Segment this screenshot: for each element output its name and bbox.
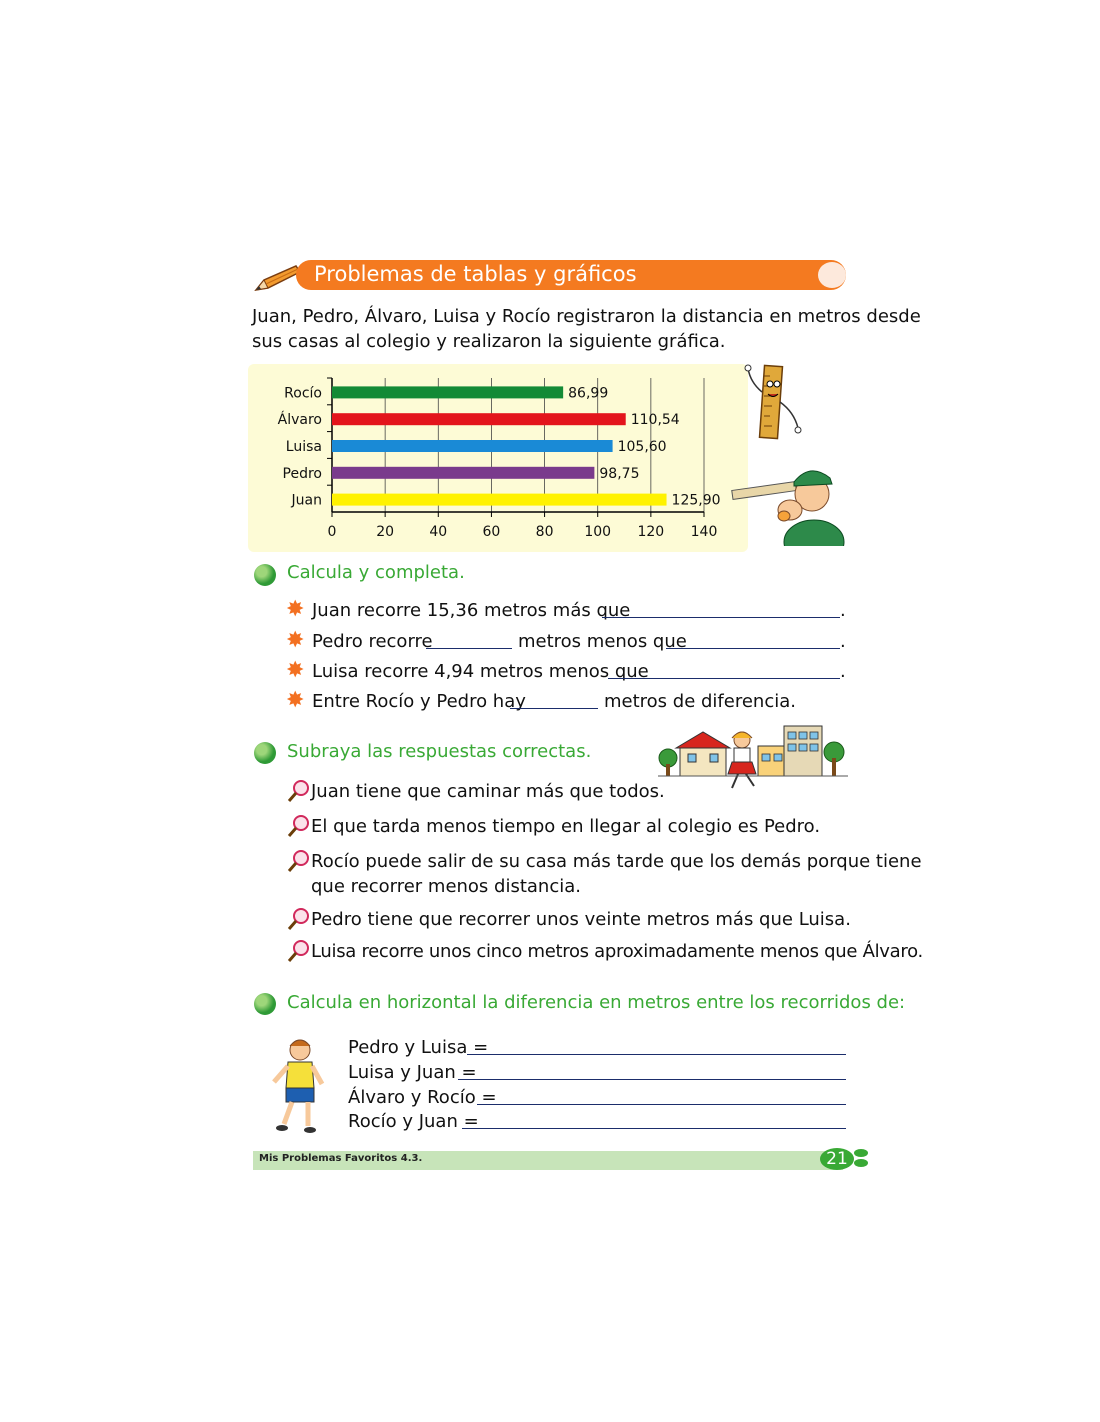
running-boy-illustration [268, 1036, 328, 1136]
section-bullet-icon [254, 564, 276, 586]
section-1-title: Calcula y completa. [287, 562, 465, 583]
s3-item-4-label: Rocío y Juan = [348, 1111, 479, 1132]
pencil-icon [252, 262, 302, 294]
s1-item-3-end: . [840, 661, 846, 682]
s2-item-3-line-1[interactable]: Rocío puede salir de su casa más tarde que los demás porque tiene [311, 851, 922, 872]
paw-decoration-icon [852, 1147, 870, 1169]
s1-item-4-blank[interactable] [510, 692, 598, 709]
x-tick-label: 140 [690, 524, 718, 540]
x-tick-label: 100 [584, 524, 612, 540]
x-tick-label: 0 [327, 524, 337, 540]
s3-item-2-label: Luisa y Juan = [348, 1062, 477, 1083]
s3-item-2-answer-line[interactable] [458, 1063, 846, 1080]
s3-item-4-answer-line[interactable] [462, 1112, 846, 1129]
s1-item-2-blank-1[interactable] [426, 632, 512, 649]
page-number: 21 [820, 1148, 854, 1170]
s3-item-1-answer-line[interactable] [467, 1038, 846, 1055]
x-tick-label: 80 [535, 524, 554, 540]
magnifier-icon [286, 906, 312, 932]
intro-line-1: Juan, Pedro, Álvaro, Luisa y Rocío registraron la distancia en metros desde [252, 306, 921, 327]
bar [332, 494, 667, 506]
x-tick-label: 40 [429, 524, 448, 540]
y-category-label: Luisa [285, 439, 322, 455]
page-title: Problemas de tablas y gráficos [314, 262, 637, 286]
y-category-label: Rocío [284, 385, 322, 402]
s1-item-3-text: Luisa recorre 4,94 metros menos que [312, 661, 649, 682]
town-girl-illustration [658, 722, 848, 792]
s3-item-3-answer-line[interactable] [477, 1088, 846, 1105]
splat-icon: ✸ [286, 628, 305, 653]
footer-text: Mis Problemas Favoritos 4.3. [259, 1153, 423, 1164]
y-category-label: Juan [291, 492, 322, 509]
s1-item-4-middle: metros de diferencia. [604, 691, 796, 712]
bar [332, 467, 594, 479]
section-2-title: Subraya las respuestas correctas. [287, 741, 592, 762]
splat-icon: ✸ [286, 658, 305, 683]
splat-icon: ✸ [286, 688, 305, 713]
s1-item-4-text: Entre Rocío y Pedro hay [312, 691, 526, 712]
boy-telescope-illustration [728, 460, 846, 546]
s1-item-1-text: Juan recorre 15,36 metros más que [312, 600, 631, 621]
section-bullet-icon [254, 742, 276, 764]
section-bullet-icon [254, 993, 276, 1015]
bar-value-label: 105,60 [617, 439, 667, 455]
distance-bar-chart [248, 364, 748, 552]
bar-value-label: 110,54 [630, 412, 680, 429]
s2-item-3-line-2[interactable]: que recorrer menos distancia. [311, 876, 581, 897]
s1-item-3-answer-line[interactable] [608, 662, 840, 679]
intro-line-2: sus casas al colegio y realizaron la siguiente gráfica. [252, 331, 726, 352]
bar [332, 386, 563, 398]
y-category-label: Álvaro [277, 412, 322, 429]
s2-item-5[interactable]: Luisa recorre unos cinco metros aproximadamente menos que Álvaro. [311, 941, 923, 962]
magnifier-icon [286, 778, 312, 804]
s1-item-1-answer-line[interactable] [602, 601, 840, 618]
section-3-title: Calcula en horizontal la diferencia en metros entre los recorridos de: [287, 992, 906, 1013]
s3-item-1-label: Pedro y Luisa = [348, 1037, 489, 1058]
magnifier-icon [286, 848, 312, 874]
bar [332, 413, 626, 425]
ruler-character-illustration [742, 362, 804, 442]
magnifier-icon [286, 813, 312, 839]
splat-icon: ✸ [286, 597, 305, 622]
s3-item-3-label: Álvaro y Rocío = [348, 1087, 497, 1108]
x-tick-label: 120 [637, 524, 665, 540]
s2-item-1[interactable]: Juan tiene que caminar más que todos. [311, 781, 665, 802]
s2-item-2[interactable]: El que tarda menos tiempo en llegar al colegio es Pedro. [311, 816, 821, 837]
x-tick-label: 60 [482, 524, 501, 540]
x-tick-label: 20 [376, 524, 395, 540]
y-category-label: Pedro [282, 465, 322, 482]
s2-item-4[interactable]: Pedro tiene que recorrer unos veinte metros más que Luisa. [311, 909, 851, 930]
s1-item-2-middle: metros menos que [518, 631, 687, 652]
s1-item-2-text: Pedro recorre [312, 631, 433, 652]
banner-circle-decoration [818, 262, 846, 288]
bar-value-label: 86,99 [568, 385, 609, 402]
magnifier-icon [286, 938, 312, 964]
bar-value-label: 125,90 [671, 492, 721, 509]
s1-item-2-blank-2[interactable] [666, 632, 840, 649]
s1-item-2-end: . [840, 631, 846, 652]
bar-value-label: 98,75 [599, 465, 640, 482]
s1-item-1-end: . [840, 600, 846, 621]
intro-text [252, 304, 921, 354]
bar [332, 440, 613, 452]
